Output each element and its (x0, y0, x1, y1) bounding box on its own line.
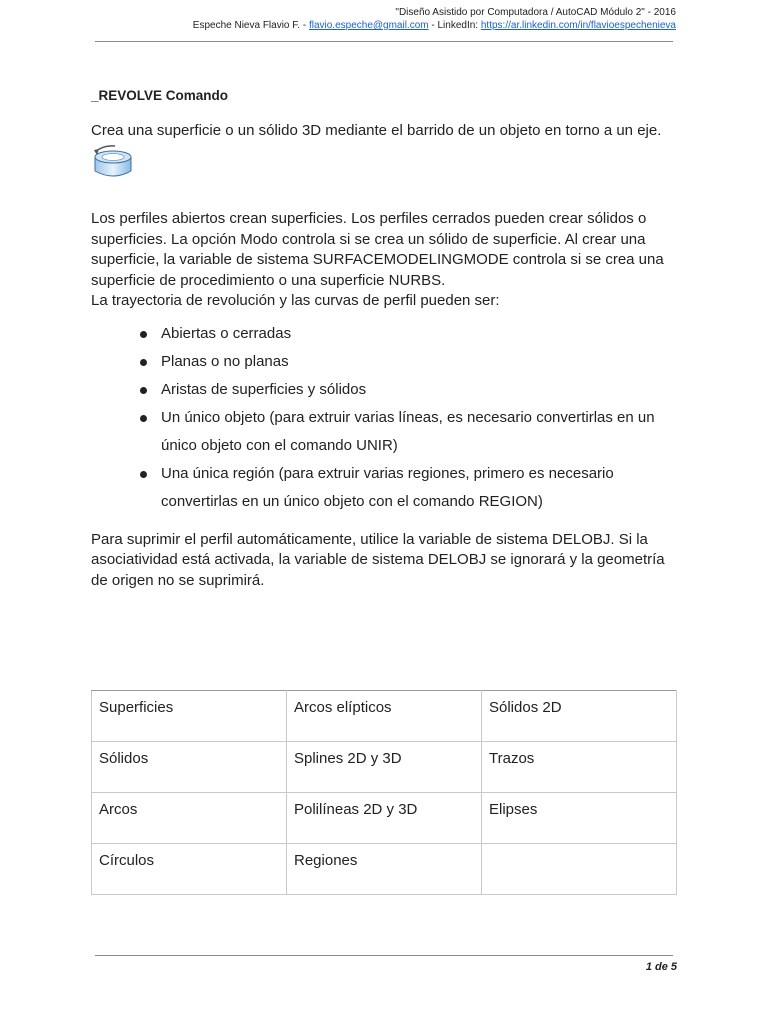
page-header (193, 6, 676, 32)
header-email-link[interactable]: flavio.espeche@gmail.com (308, 20, 429, 31)
table-cell: Regiones (287, 844, 482, 895)
table-cell: Arcos (92, 793, 287, 844)
table-row (92, 844, 677, 895)
table-cell: Círculos (92, 844, 287, 895)
objects-table (91, 690, 677, 895)
header-author-line (193, 19, 676, 32)
document-body (91, 86, 681, 591)
table-cell: Sólidos (92, 742, 287, 793)
table-cell: Trazos (482, 742, 677, 793)
list-item: Un único objeto (para extruir varias líneas, es necesario convertirlas en un único objeto con el comando UNIR) (137, 404, 681, 460)
header-linkedin-link[interactable]: https://ar.linkedin.com/in/flavioespechenieva (480, 20, 676, 31)
table-cell: Splines 2D y 3D (287, 742, 482, 793)
revolve-icon (91, 143, 137, 183)
list-item: Una única región (para extruir varias regiones, primero es necesario convertirlas en un único objeto con el comando REGION) (137, 460, 681, 516)
list-item: Planas o no planas (137, 348, 681, 376)
table-cell: Arcos elípticos (287, 691, 482, 742)
footer-divider (95, 955, 673, 956)
table-cell: Elipses (482, 793, 677, 844)
table-cell: Superficies (92, 691, 287, 742)
list-item: Abiertas o cerradas (137, 320, 681, 348)
list-item: Aristas de superficies y sólidos (137, 376, 681, 404)
header-linkedin-label: - LinkedIn: (428, 20, 481, 31)
table-cell: Polilíneas 2D y 3D (287, 793, 482, 844)
paragraph-delobj: Para suprimir el perfil automáticamente, utilice la variable de sistema DELOBJ. Si la asociatividad está activada, la variable de sistema DELOBJ se ignorará y la geometría de origen no se suprimirá. (91, 530, 665, 589)
paragraph-profiles: Los perfiles abiertos crean superficies. Los perfiles cerrados pueden crear sólidos o superficies. La opción Modo controla si se crea un sólido de superficie. Al crear una superficie, la variable de sistema SURFACEMODELINGMODE controla si se crea una superficie de procedimiento o una superficie NURBS. (91, 210, 664, 289)
table-row (92, 742, 677, 793)
profile-types-list (91, 320, 681, 516)
header-divider (95, 41, 673, 42)
paragraph-path-intro: La trayectoria de revolución y las curvas de perfil pueden ser: (91, 292, 500, 309)
table-cell (482, 844, 677, 895)
page-number: 1 de 5 (645, 961, 677, 973)
table-row (92, 793, 677, 844)
intro-paragraph: Crea una superficie o un sólido 3D mediante el barrido de un objeto en torno a un eje. (91, 121, 662, 139)
table-cell: Sólidos 2D (482, 691, 677, 742)
page-title: _REVOLVE Comando (91, 88, 229, 103)
header-course-line: "Diseño Asistido por Computadora / AutoCAD Módulo 2" - 2016 (395, 7, 676, 18)
table-row (92, 691, 677, 742)
header-author: Espeche Nieva Flavio F. - (192, 20, 309, 31)
